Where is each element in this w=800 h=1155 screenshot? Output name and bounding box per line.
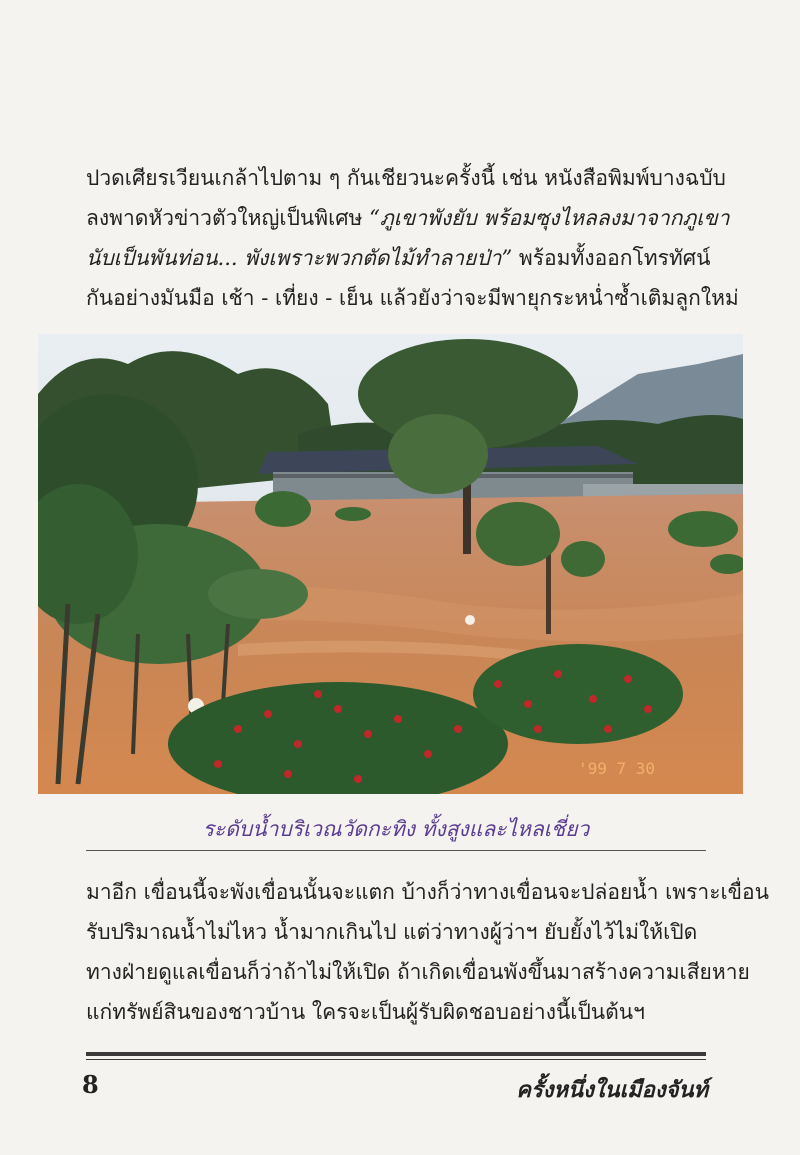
text-span: พร้อมทั้งออกโทรทัศน์: [512, 246, 711, 270]
text-span: ลงพาดหัวข่าวตัวใหญ่เป็นพิเศษ: [86, 206, 370, 230]
paragraph-line: [86, 198, 730, 238]
running-title: ครั้งหนึ่งในเมืองจันท์: [516, 1077, 708, 1103]
paragraph-line: [86, 278, 739, 318]
photo-caption: ระดับน้ำบริเวณวัดกะทิง ทั้งสูงและไหลเชี่ยว: [202, 817, 590, 841]
paragraph-top: [86, 158, 739, 318]
paragraph-line: มาอีก เขื่อนนี้จะพังเขื่อนนั้นจะแตก บ้างก็ว่าทางเขื่อนจะปล่อยน้ำ เพราะเขื่อน: [86, 880, 769, 904]
paragraph-bottom: [86, 872, 769, 1032]
paragraph-line: แก่ทรัพย์สินของชาวบ้าน ใครจะเป็นผู้รับผิดชอบอย่างนี้เป็นต้นฯ: [86, 1000, 645, 1024]
quoted-headline: “ภูเขาพังยับ พร้อมซุงไหลลงมาจากภูเขา: [369, 206, 730, 230]
paragraph-line: [86, 158, 726, 198]
text-span: กันอย่างมันมือ เช้า - เที่ยง - เย็น แล้วยังว่าจะมีพายุกระหน่ำซ้ำเติมลูกใหม่: [86, 286, 739, 310]
page-number: 8: [82, 1070, 99, 1099]
flood-photo: [38, 334, 743, 794]
paragraph-line: รับปริมาณน้ำไม่ไหว น้ำมากเกินไป แต่ว่าทางผู้ว่าฯ ยับยั้งไว้ไม่ให้เปิด: [86, 920, 698, 944]
footer-divider: [86, 1052, 706, 1056]
footer-divider-thin: [86, 1059, 706, 1060]
paragraph-line: [86, 238, 711, 278]
quoted-headline: นับเป็นพันท่อน... พังเพราะพวกตัดไม้ทำลายป่า”: [86, 246, 513, 270]
caption-divider: [86, 850, 706, 851]
photo-date-stamp: '99 7 30: [578, 759, 656, 778]
text-span: ปวดเศียรเวียนเกล้าไปตาม ๆ กันเชียวนะครั้งนี้ เช่น หนังสือพิมพ์บางฉบับ: [86, 166, 726, 190]
flood-photo-illustration: [38, 334, 743, 794]
paragraph-line: ทางฝ่ายดูแลเขื่อนก็ว่าถ้าไม่ให้เปิด ถ้าเกิดเขื่อนพังขึ้นมาสร้างความเสียหาย: [86, 960, 750, 984]
